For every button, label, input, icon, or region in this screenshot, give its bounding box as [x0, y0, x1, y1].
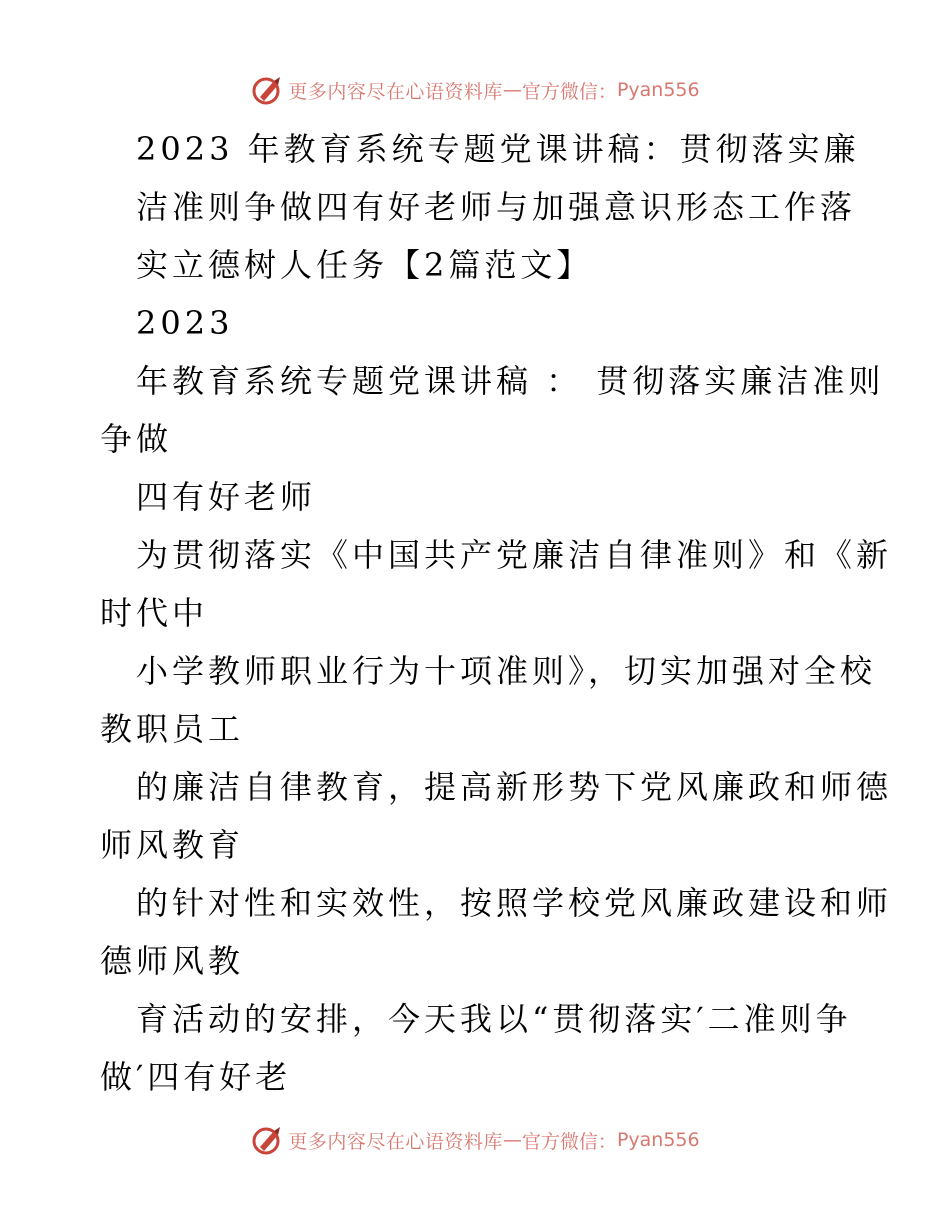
text-line: 2023 — [136, 304, 234, 342]
banner-brand-text: 更多内容尽在心语资料库 — [288, 80, 503, 103]
banner-brand-text: 更多内容尽在心语资料库 — [288, 1130, 503, 1153]
text-line: 育活动的安排，今天我以“贯彻落实′二准则争 — [136, 1000, 852, 1038]
text-line: 教职员工 — [100, 710, 245, 748]
banner-wechat-id: Pyan556 — [616, 79, 700, 101]
banner-wechat-id: Pyan556 — [616, 1129, 700, 1151]
text-line: 德师风教 — [100, 942, 245, 980]
text-line: 时代中 — [100, 594, 209, 632]
banner-separator: — — [502, 1129, 522, 1151]
text-line: 的针对性和实效性，按照学校党风廉政建设和师 — [136, 884, 893, 922]
pen-nib-logo-icon — [250, 73, 284, 107]
title-line-2: 洁准则争做四有好老师与加强意识形态工作落 — [136, 188, 857, 226]
text-line: 师风教育 — [100, 826, 245, 864]
banner-official-label: 官方微信： — [521, 80, 617, 103]
text-line: 的廉洁自律教育，提高新形势下党风廉政和师德 — [136, 768, 893, 806]
header-banner — [0, 70, 950, 110]
title-line-1: 2023 年教育系统专题党课讲稿：贯彻落实廉 — [136, 130, 860, 168]
text-line: 四有好老师 — [136, 478, 317, 516]
text-line: 年教育系统专题党课讲稿 ： 贯彻落实廉洁准则 — [136, 362, 885, 400]
title-line-3: 实立德树人任务【2篇范文】 — [136, 246, 593, 284]
banner-separator: — — [502, 79, 522, 101]
footer-banner — [0, 1120, 950, 1160]
banner-official-label: 官方微信： — [521, 1130, 617, 1153]
document-body — [100, 120, 893, 1106]
text-line: 争做 — [100, 420, 173, 458]
text-line: 做′四有好老 — [100, 1058, 292, 1096]
pen-nib-logo-icon — [250, 1123, 284, 1157]
text-line: 小学教师职业行为十项准则》，切实加强对全校 — [136, 652, 877, 690]
text-line: 为贯彻落实《中国共产党廉洁自律准则》和《新 — [136, 536, 893, 574]
